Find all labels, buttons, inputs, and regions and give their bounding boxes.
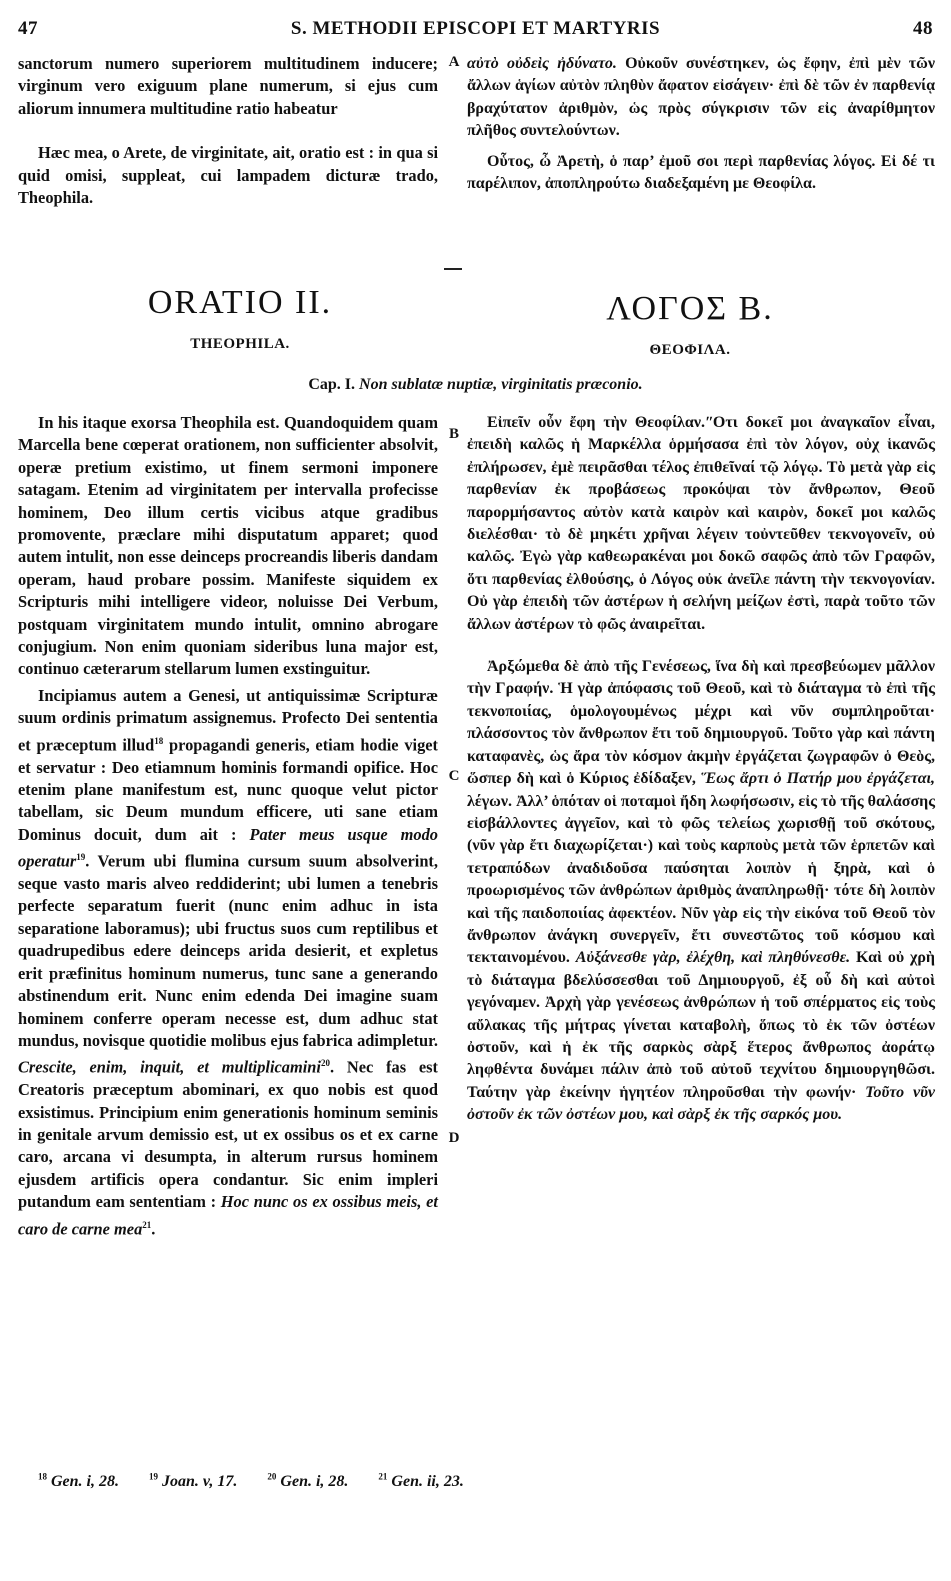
- greek-body: [467, 412, 935, 1127]
- footnote-18: $^{18}$ Gen. i, 28.: [38, 1472, 119, 1491]
- latin-intro: [18, 53, 438, 209]
- page-number-right: 48: [913, 18, 933, 39]
- greek-speaker-heading: ΘΕΟΦΙΛΑ.: [649, 342, 731, 358]
- greek-paragraph-2: Ἀρξώμεθα δὲ ἀπὸ τῆς Γενέσεως, ἵνα δὴ καὶ πρεσβεύωμεν μᾶλλον τὴν Γραφήν. Ἡ γὰρ ἀπόφασις τοῦ Θεοῦ, καὶ τὸ διάταγμα τὸ ἐπὶ τῆς τεκνοποιίας, ὁμολογουμένως μέχρι καὶ νῦν συμπληροῦται· πλάσσοντος τὸν ἄνθρωπον ἔτι τοῦ δημιουργοῦ. Τοῦτο γὰρ καὶ πάντη καταφανὲς, ὡς ἄρα τὸν κόσμον ἀκμὴν ἐργάζεται ζωγραφῶν ὁ Θεὸς, ὥσπερ δὴ καὶ ὁ Κύριος ἐδίδαξεν, Ἕως ἄρτι ὁ Πατήρ μου ἐργάζεται, λέγων. Ἀλλ’ ὁπόταν οἱ ποταμοὶ ἤδη λωφήσωσιν, εἰς τὸ τῆς θαλάσσης εἰσβάλλοντες ἀγγεῖον, καὶ τὸ φῶς τελείως χωρισθῇ τοῦ σκότους, (νῦν γὰρ ἔτι διαχωρίζεται·) καὶ τοὺς καρποὺς μετὰ τῶν ἑρπετῶν καὶ τετραπόδων ἀναδιδοῦσα παύσηται λοιπὸν ἡ ξηρὰ, καὶ ὁ προωρισμένος τῶν ἀνθρώπων ἀριθμὸς ἀναπληρωθῇ· τότε δὴ λοιπὸν καὶ τῆς παιδοποιίας ἀφεκτέον. Νῦν γὰρ εἰς τὴν εἰκόνα τοῦ Θεοῦ τὸν ἄνθρωπον ἀνάγκη συνεργεῖν, ἔτι συνεστῶτος τοῦ κόσμου καὶ τεκταινομένου. Αὐξάνεσθε γὰρ, ἐλέχθη, καὶ πληθύνεσθε. Καὶ οὐ χρὴ τὸ διάταγμα βδελύσσεσθαι τοῦ Δημιουργοῦ, ἐξ οὗ δὴ καὶ αὐτοὶ γεγόναμεν. Ἀρχὴ γὰρ γενέσεως ἀνθρώπων ἡ τοῦ σπέρματος εἰς τοὺς αὔλακας τῆς μήτρας γίνεται καταβολὴ, ὅπως τὸ ἐκ τῶν ὀστέων ὀστοῦν, καὶ ἡ ἐκ τῆς σαρκὸς σὰρξ ἕτερος ἄνθρωπος ἀοράτῳ ληφθέντα δυνάμει πάλιν ἀπὸ τοῦ αὐτοῦ τεχνίτου δημιουργηθῶσι. Ταύτην γὰρ ἐκείνην ἡγητέον πληροῦσθαι τὴν φωνήν· Τοῦτο νῦν ὀστοῦν ἐκ τῶν ὀστέων μου, καὶ σὰρξ ἐκ τῆς σαρκός μου.: [467, 658, 935, 1124]
- chapter-title: Non sublatæ nuptiæ, virginitatis præconio.: [359, 376, 643, 393]
- margin-marker-c: C: [448, 768, 460, 784]
- footnote-ref-19: 19: [76, 852, 86, 863]
- footnote-ref-18: 18: [154, 735, 164, 746]
- latin-intro-paragraph-2: Hæc mea, o Arete, de virginitate, ait, oratio est : in qua si quid omisi, suppleat, cui lampadem dicturæ trado, Theophila.: [18, 143, 438, 208]
- latin-quote-genesis-2: Hoc nunc os ex ossibus meis, et caro de carne mea: [18, 1192, 438, 1239]
- greek-oration-heading: ΛΟΓΟΣ Β.: [606, 290, 774, 327]
- latin-body: [18, 412, 438, 1241]
- margin-marker-a: A: [448, 54, 460, 70]
- greek-quote-genesis-2: Τοῦτο νῦν ὀστοῦν ἐκ τῶν ὀστέων μου, καὶ σὰρξ ἐκ τῆς σαρκός μου.: [467, 1083, 935, 1124]
- running-title: S. METHODII EPISCOPI ET MARTYRIS: [290, 18, 661, 39]
- chapter-heading: [0, 376, 951, 394]
- footnote-21: $^{21}$ Gen. ii, 23.: [378, 1472, 464, 1491]
- greek-paragraph-1: Εἰπεῖν οὖν ἔφη τὴν Θεοφίλαν.ʺΟτι δοκεῖ μοι ἀναγκαῖον εἶναι, ἐπειδὴ καλῶς ἡ Μαρκέλλα ὁρμήσασα ἐπὶ τὸν λόγον, οὐχ ἱκανῶς ἐπλήρωσεν, ἐμὲ πειρᾶσθαι τέλος ἐπιθεῖναί τῷ λόγῳ. Τὸ μετὰ γὰρ εἰς παρθενίαν ἐκ προβάσεως προκόψαι τὸν ἄνθρωπον, Θεοῦ παρορμήσαντος αὐτὸν κατὰ καιρὸν καὶ καιρὸν, δοκεῖ μοι καλῶς διελέσθαι· τὸ δὲ μηκέτι χρῆναι λέγειν τοὐντεῦθεν τεκνογονεῖν, οὐ καλῶς. Ἐγὼ γὰρ καθεωρακέναι μοι δοκῶ σαφῶς ἀπὸ τῶν Γραφῶν, ὅτι παρθενίας ἐλθούσης, ὁ Λόγος οὐκ ἀνεῖλε πάντη τὴν τεκνογονίαν. Οὐ γὰρ ἐπειδὴ τῶν ἀστέρων ἡ σελήνη μείζων ἐστὶ, παρὰ τοῦτο τῶν ἄλλων ἀστέρων τὸ φῶς ἀναιρεῖται.: [467, 414, 935, 633]
- greek-quote-john: Ἕως ἄρτι ὁ Πατήρ μου ἐργάζεται,: [700, 770, 935, 788]
- page-number-left: 47: [18, 18, 38, 39]
- latin-paragraph-1: In his itaque exorsa Theophila est. Quandoquidem quam Marcella bene cœperat orationem, non sufficienter absolvit, operæ pretium existimo, ut finem sermoni imponere satagam. Etenim ad virginitatem per intervalla profecisse hominem, Deo illum certis vicibus atque gradibus promovente, præclare mihi disputatum apparet; quod autem intulit, non esse deinceps procreandis liberis dandam operam, haud probare possim. Manifeste siquidem ex Scripturis mihi intelligere videor, noluisse Dei Verbum, postquam virginitatem mundo intulit, omnino abrogare conjugium. Non enim quoniam sideribus luna major est, continuo cæterarum stellarum lumen exstinguitur.: [18, 413, 438, 679]
- latin-speaker-heading: THEOPHILA.: [190, 336, 290, 352]
- chapter-label: Cap. I.: [308, 376, 356, 393]
- greek-intro-paragraph-2: Οὗτος, ὦ Ἀρετὴ, ὁ παρ’ ἐμοῦ σοι περὶ παρθενίας λόγος. Εἰ δέ τι παρέλιπον, ἀποπληρούτω διαδεξαμένη με Θεοφίλα.: [467, 152, 935, 193]
- latin-quote-genesis-1: Crescite, enim, inquit, et multiplicamini: [18, 1057, 321, 1077]
- greek-quote-genesis-1: Αὐξάνεσθε γὰρ, ἐλέχθη, καὶ πληθύνεσθε.: [575, 949, 851, 967]
- footnote-20: $^{20}$ Gen. i, 28.: [267, 1472, 349, 1491]
- footnote-19: $^{19}$ Joan. v, 17.: [149, 1472, 238, 1491]
- footnote-ref-20: 20: [320, 1058, 330, 1069]
- latin-oration-heading: ORATIO II.: [147, 284, 333, 321]
- greek-intro-paragraph-1: αὐτὸ οὐδεὶς ἠδύνατο. Οὐκοῦν συνέστηκεν, ὡς ἔφην, ἐπὶ μὲν τῶν ἄλλων ἁγίων αὐτὸν πληθὺν ἄφατον εἰσάγειν· ἐπὶ δὲ τῶν ἐν παρθενίᾳ βραχύτατον ἀριθμὸν, ὡς πρὸς σύγκρισιν τῶν εἰς ἀναρίθμητον πλῆθος συντελούντων.: [467, 55, 935, 140]
- latin-quote-john: Pater meus usque modo operatur: [18, 824, 438, 871]
- running-header: [18, 12, 933, 42]
- latin-intro-paragraph-1: sanctorum numero superiorem multitudinem inducere; virginum vero exiguum plane numerum, si ejus cum aliorum innumera multitudine ratio habeatur: [18, 54, 438, 118]
- margin-marker-b: B: [448, 426, 459, 442]
- footnotes: [38, 1472, 490, 1491]
- section-divider: [444, 268, 462, 270]
- footnote-ref-21: 21: [142, 1219, 152, 1230]
- margin-marker-d: D: [448, 1130, 460, 1146]
- greek-intro: [467, 53, 935, 195]
- latin-paragraph-2: Incipiamus autem a Genesi, ut antiquissimæ Scripturæ suum ordinis primatum assignemus. Profecto Dei sententia et præceptum illud$^{18}$ propagandi generis, etiam hodie viget et servatur : Deo etiamnum hominis formandi opifice. Hoc etenim plane manifestum est, nunc quoque velut pictor tabellam, sic Deum mundum efficere, uti sane etiam Dominus docuit, dum ait : Pater meus usque modo operatur$^{19}$. Verum ubi flumina cursum suum absolverint, seque vasto maris alveo reddiderint; ubi lumen a tenebris perfecte separatum fuerit (nunc enim adhuc in ista separatione laboramus); ubi fructus suos cum reptilibus et quadrupedibus edere deinceps arida desierit, et expletus erit præfinitus hominum numerus, tunc sane a generando abstinendum erit. Nunc enim edenda Dei imagine suam hominem conferre operam necesse est, dum adhuc stat mundus, novisque quotidie molibus ejus fabrica adimpletur. Crescite, enim, inquit, et multiplicamini$^{20}$. Nec fas est Creatoris præceptum abominari, ex quo nobis est quod exsistimus. Principium enim generationis hominum seminis in genitale arvum demissio est, ut ex ossibus os et ex carne caro, arcana vi desumpta, in alterum rursus hominem ejusdem artificis opera condantur. Sic enim impleri putandum eam sententiam : Hoc nunc os ex ossibus meis, et caro de carne mea$^{21}$.: [18, 685, 438, 1239]
